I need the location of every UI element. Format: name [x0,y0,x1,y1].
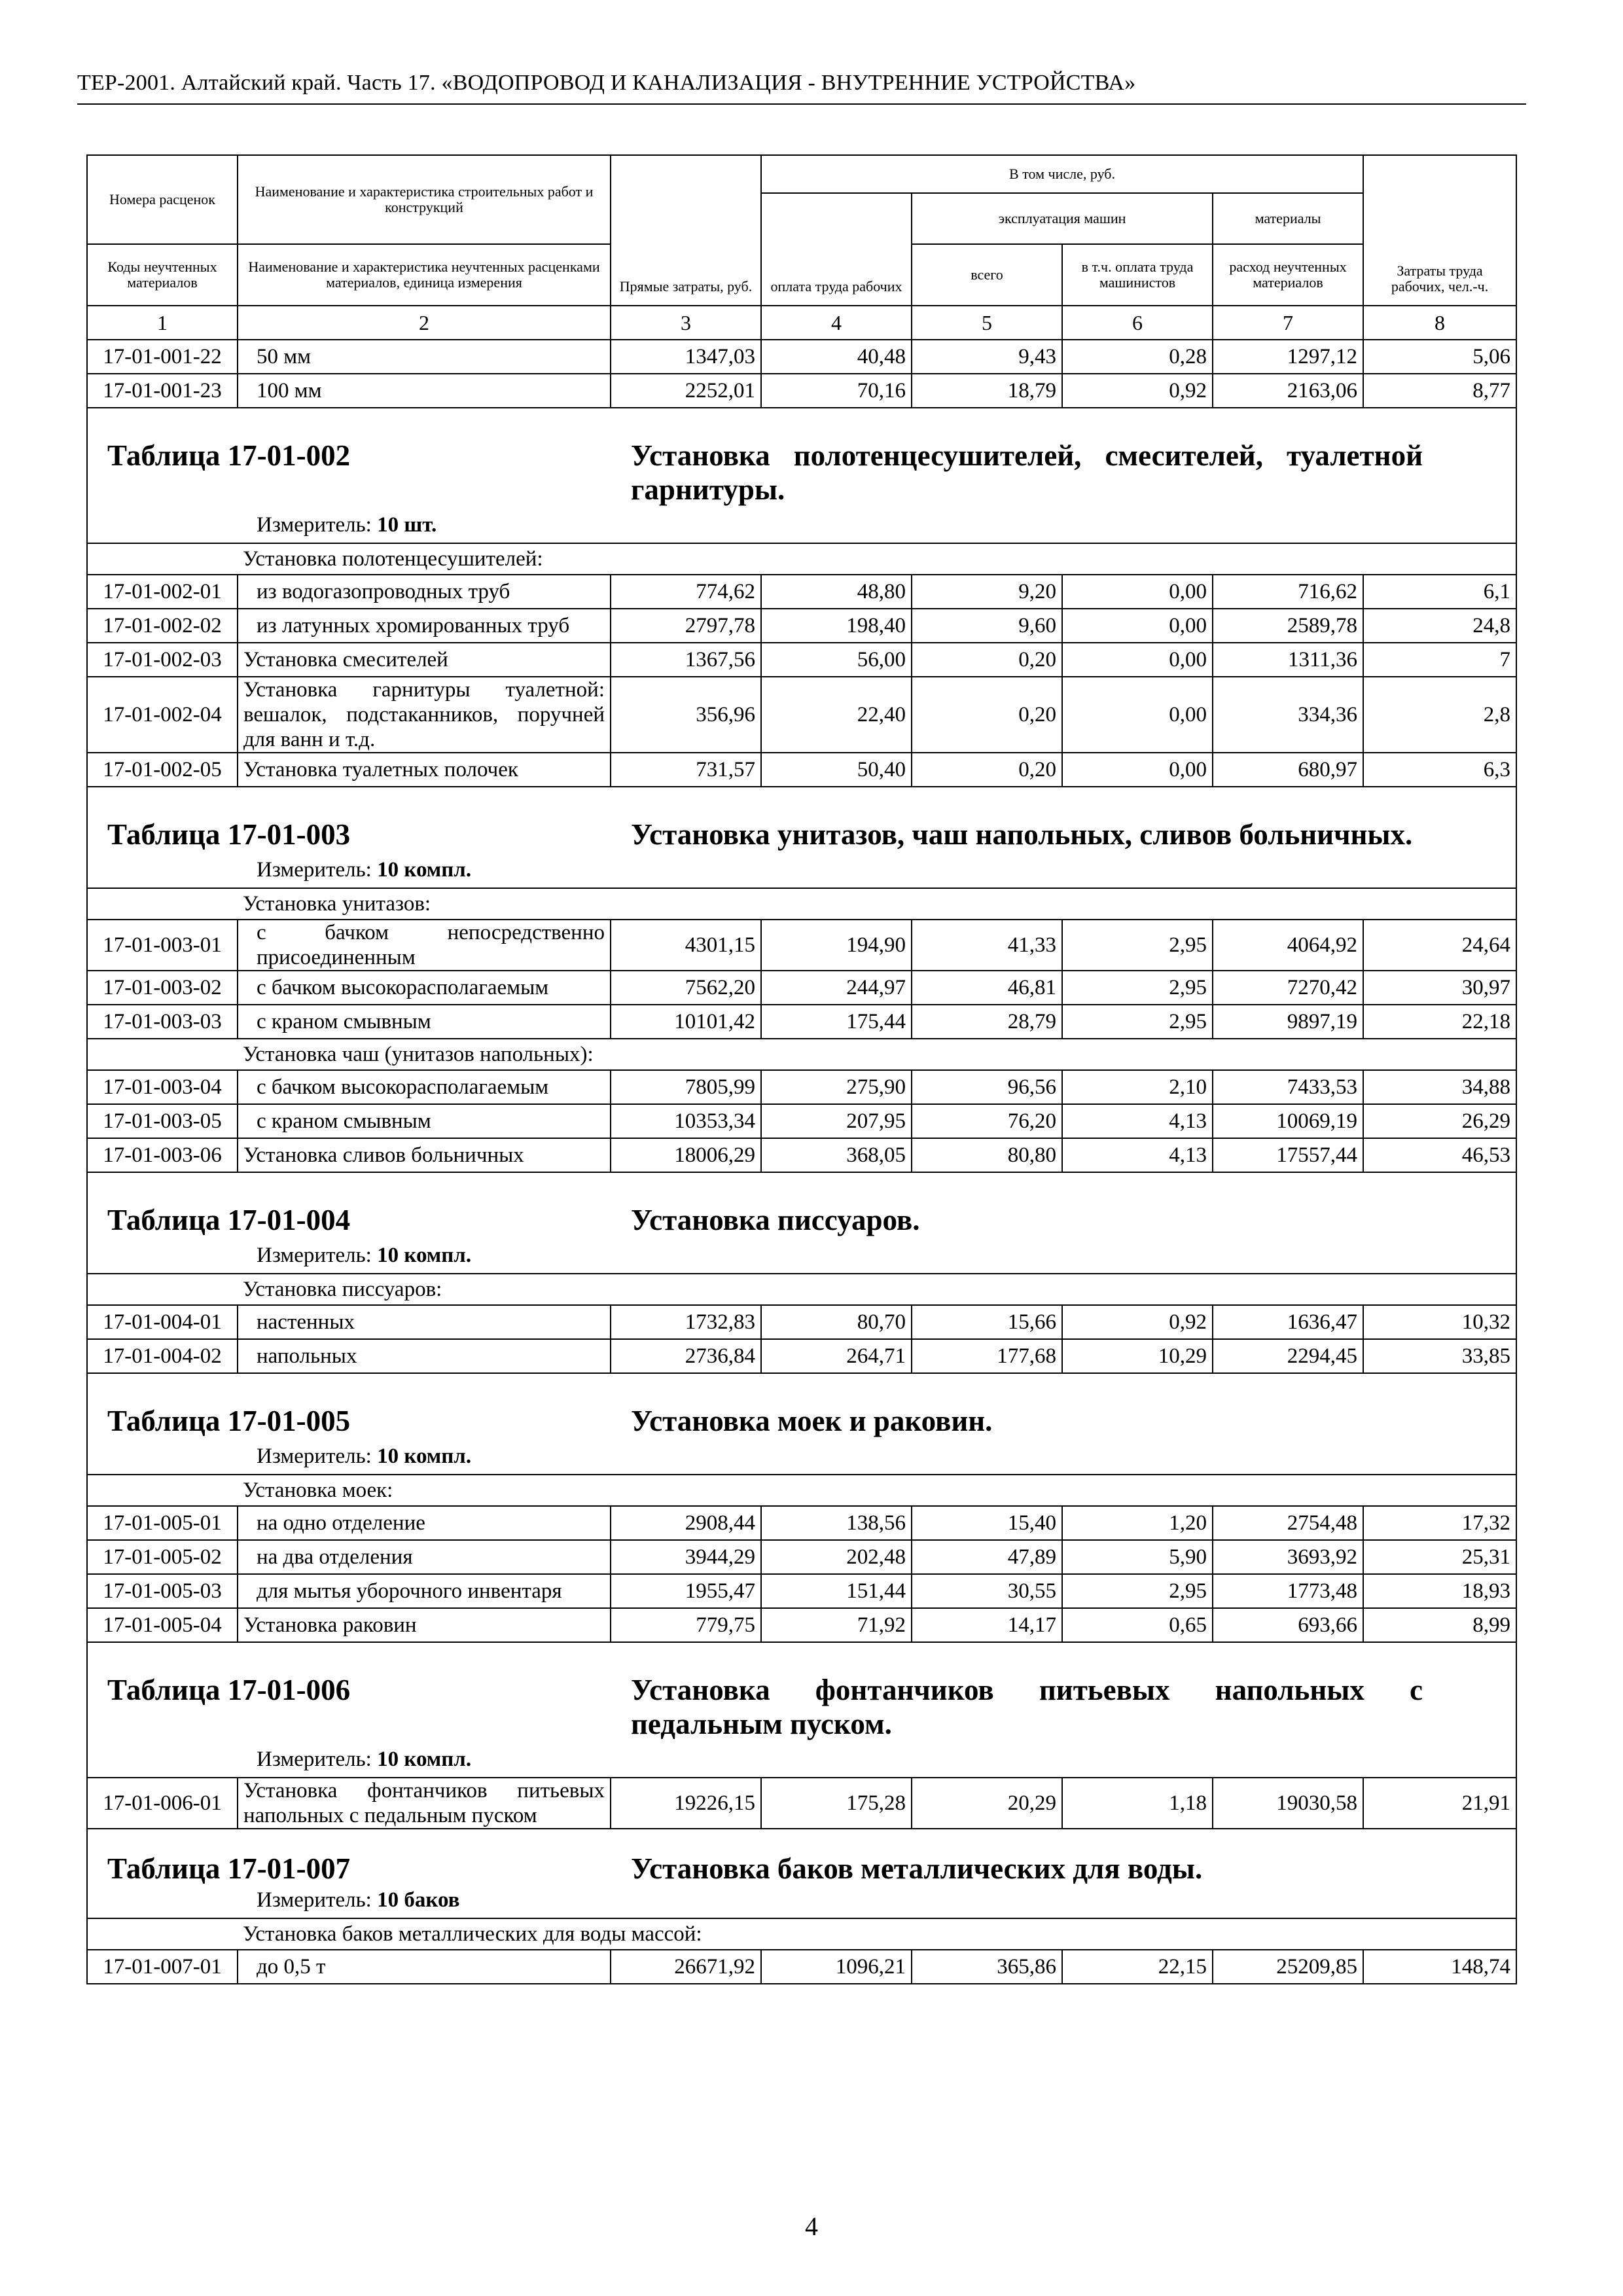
measure-value: 10 баков [377,1888,460,1912]
materials-cost-cell: 9897,19 [1213,1005,1363,1039]
table-name: Таблица 17-01-004 [107,1204,351,1236]
materials-cost-cell: 680,97 [1213,753,1363,787]
materials-cost-cell: 1636,47 [1213,1305,1363,1339]
col-number: 1 [87,306,238,340]
rate-code: 17-01-001-22 [87,340,238,374]
labor-hours-cell: 8,77 [1363,374,1516,408]
rate-code: 17-01-005-04 [87,1608,238,1642]
labor-hours-cell: 22,18 [1363,1005,1516,1039]
machine-total-cell: 9,20 [912,575,1062,609]
col-work-name: Наименование и характеристика строительных работ и конструкций [238,155,611,244]
materials-cost-cell: 2589,78 [1213,609,1363,643]
operator-pay-cell: 0,92 [1062,374,1213,408]
unit-label [88,1741,1516,1777]
work-name: для мытья уборочного инвентаря [238,1574,611,1608]
table-row [87,1506,1516,1540]
labor-hours-cell: 24,8 [1363,609,1516,643]
measure-label: Измеритель: [257,1444,372,1468]
machine-total-cell: 365,86 [912,1950,1062,1984]
materials-cost-cell: 2754,48 [1213,1506,1363,1540]
col-direct-costs: Прямые затраты, руб. [611,155,761,306]
table-title: Установка баков металлических для воды. [631,1852,1203,1885]
direct-costs-cell: 18006,29 [611,1138,761,1172]
work-name: настенных [238,1305,611,1339]
work-name: с краном смывным [238,1104,611,1138]
work-name: Установка смесителей [238,643,611,677]
direct-costs-cell: 10101,42 [611,1005,761,1039]
table-title-block [87,1373,1516,1475]
rate-code: 17-01-003-02 [87,971,238,1005]
labor-hours-cell: 6,3 [1363,753,1516,787]
section-label: Установка баков металлических для воды массой: [238,1918,1516,1950]
unit-label [88,852,1516,888]
operator-pay-cell: 2,95 [1062,920,1213,971]
measure-value: 10 компл. [377,1444,472,1468]
table-row [87,1540,1516,1574]
labor-hours-cell: 6,1 [1363,575,1516,609]
operator-pay-cell: 0,92 [1062,1305,1213,1339]
work-name: на два отделения [238,1540,611,1574]
labor-hours-cell: 10,32 [1363,1305,1516,1339]
rate-code: 17-01-003-01 [87,920,238,971]
section-row [87,1274,1516,1305]
direct-costs-cell: 4301,15 [611,920,761,971]
rate-code: 17-01-003-06 [87,1138,238,1172]
section-label: Установка моек: [238,1475,1516,1506]
measure-value: 10 компл. [377,858,472,882]
section-label: Установка писсуаров: [238,1274,1516,1305]
table-row [87,1104,1516,1138]
labor-pay-cell: 202,48 [761,1540,912,1574]
labor-hours-cell: 26,29 [1363,1104,1516,1138]
col-operator-pay: в т.ч. оплата труда машинистов [1062,244,1213,306]
machine-total-cell: 9,43 [912,340,1062,374]
col-materials: материалы [1213,193,1363,244]
rate-code: 17-01-001-23 [87,374,238,408]
operator-pay-cell: 2,95 [1062,971,1213,1005]
table-row [87,1574,1516,1608]
col-machine-ops: эксплуатация машин [912,193,1213,244]
labor-hours-cell: 25,31 [1363,1540,1516,1574]
work-name: из водогазопроводных труб [238,575,611,609]
machine-total-cell: 9,60 [912,609,1062,643]
labor-hours-cell: 33,85 [1363,1339,1516,1373]
table-row [87,1778,1516,1829]
table-row [87,374,1516,408]
labor-hours-cell: 17,32 [1363,1506,1516,1540]
unit-label [88,1237,1516,1273]
col-including: В том числе, руб. [761,155,1363,193]
labor-pay-cell: 275,90 [761,1070,912,1104]
operator-pay-cell: 0,28 [1062,340,1213,374]
machine-total-cell: 80,80 [912,1138,1062,1172]
work-name: напольных [238,1339,611,1373]
direct-costs-cell: 2797,78 [611,609,761,643]
materials-cost-cell: 17557,44 [1213,1138,1363,1172]
measure-label: Измеритель: [257,1888,372,1912]
rate-code: 17-01-002-03 [87,643,238,677]
table-name: Таблица 17-01-006 [107,1674,351,1706]
table-name: Таблица 17-01-005 [107,1405,351,1437]
materials-cost-cell: 693,66 [1213,1608,1363,1642]
measure-label: Измеритель: [257,1244,372,1267]
operator-pay-cell: 0,00 [1062,753,1213,787]
direct-costs-cell: 1367,56 [611,643,761,677]
direct-costs-cell: 779,75 [611,1608,761,1642]
machine-total-cell: 177,68 [912,1339,1062,1373]
materials-cost-cell: 1297,12 [1213,340,1363,374]
rate-code: 17-01-002-01 [87,575,238,609]
direct-costs-cell: 10353,34 [611,1104,761,1138]
rate-code: 17-01-004-01 [87,1305,238,1339]
labor-pay-cell: 48,80 [761,575,912,609]
work-name: 100 мм [238,374,611,408]
work-name: 50 мм [238,340,611,374]
operator-pay-cell: 0,65 [1062,1608,1213,1642]
materials-cost-cell: 2294,45 [1213,1339,1363,1373]
table-title: Установка полотенцесушителей, смесителей, туалетной гарнитуры. [631,439,1423,506]
rate-code: 17-01-003-04 [87,1070,238,1104]
table-title-block [87,408,1516,543]
table-row [87,1070,1516,1104]
work-name: с бачком высокорасполагаемым [238,1070,611,1104]
direct-costs-cell: 2252,01 [611,374,761,408]
rate-code: 17-01-005-03 [87,1574,238,1608]
operator-pay-cell: 4,13 [1062,1138,1213,1172]
labor-pay-cell: 56,00 [761,643,912,677]
labor-pay-cell: 368,05 [761,1138,912,1172]
table-title: Установка писсуаров. [631,1204,920,1236]
work-name: до 0,5 т [238,1950,611,1984]
section-label: Установка полотенцесушителей: [238,543,1516,575]
header-rule [77,103,1526,105]
rate-code: 17-01-005-01 [87,1506,238,1540]
work-name: из латунных хромированных труб [238,609,611,643]
machine-total-cell: 18,79 [912,374,1062,408]
table-title: Установка моек и раковин. [631,1405,993,1437]
section-label: Установка чаш (унитазов напольных): [238,1039,1516,1070]
table-row [87,920,1516,971]
unit-label [88,507,1516,543]
labor-hours-cell: 21,91 [1363,1778,1516,1829]
rate-code: 17-01-005-02 [87,1540,238,1574]
table-title-block [87,1829,1516,1918]
direct-costs-cell: 1955,47 [611,1574,761,1608]
materials-cost-cell: 2163,06 [1213,374,1363,408]
table-name: Таблица 17-01-003 [107,818,351,851]
measure-label: Измеритель: [257,1748,372,1771]
table-row [87,1339,1516,1373]
operator-pay-cell: 4,13 [1062,1104,1213,1138]
operator-pay-cell: 0,00 [1062,609,1213,643]
materials-cost-cell: 1311,36 [1213,643,1363,677]
table-row [87,609,1516,643]
operator-pay-cell: 0,00 [1062,677,1213,753]
machine-total-cell: 30,55 [912,1574,1062,1608]
direct-costs-cell: 356,96 [611,677,761,753]
labor-hours-cell: 30,97 [1363,971,1516,1005]
labor-pay-cell: 70,16 [761,374,912,408]
machine-total-cell: 96,56 [912,1070,1062,1104]
col-material-name: Наименование и характеристика неучтенных расценками материалов, единица измерения [238,244,611,306]
page-number: 4 [805,2212,818,2241]
labor-hours-cell: 8,99 [1363,1608,1516,1642]
operator-pay-cell: 0,00 [1062,575,1213,609]
col-number: 5 [912,306,1062,340]
measure-label: Измеритель: [257,858,372,882]
col-number: 8 [1363,306,1516,340]
rate-code: 17-01-003-05 [87,1104,238,1138]
labor-pay-cell: 264,71 [761,1339,912,1373]
col-number: 4 [761,306,912,340]
operator-pay-cell: 22,15 [1062,1950,1213,1984]
labor-hours-cell: 18,93 [1363,1574,1516,1608]
materials-cost-cell: 10069,19 [1213,1104,1363,1138]
labor-pay-cell: 175,44 [761,1005,912,1039]
machine-total-cell: 0,20 [912,753,1062,787]
operator-pay-cell: 1,18 [1062,1778,1213,1829]
work-name: с бачком высокорасполагаемым [238,971,611,1005]
work-name: с бачком непосредственно присоединенным [238,920,611,971]
direct-costs-cell: 19226,15 [611,1778,761,1829]
table-row [87,1005,1516,1039]
section-row [87,1039,1516,1070]
table-row [87,1950,1516,1984]
column-numbers-row [87,306,1516,340]
table-name: Таблица 17-01-007 [107,1852,351,1885]
table-row [87,971,1516,1005]
direct-costs-cell: 1347,03 [611,340,761,374]
operator-pay-cell: 1,20 [1062,1506,1213,1540]
section-row [87,1475,1516,1506]
machine-total-cell: 0,20 [912,643,1062,677]
work-name: Установка фонтанчиков питьевых напольных с педальным пуском [238,1778,611,1829]
table-row [87,677,1516,753]
labor-pay-cell: 22,40 [761,677,912,753]
direct-costs-cell: 2908,44 [611,1506,761,1540]
labor-hours-cell: 34,88 [1363,1070,1516,1104]
table-header [87,155,1516,340]
materials-cost-cell: 334,36 [1213,677,1363,753]
direct-costs-cell: 774,62 [611,575,761,609]
unit-label [88,1438,1516,1474]
labor-pay-cell: 40,48 [761,340,912,374]
direct-costs-cell: 2736,84 [611,1339,761,1373]
rate-code: 17-01-002-05 [87,753,238,787]
direct-costs-cell: 26671,92 [611,1950,761,1984]
work-name: Установка раковин [238,1608,611,1642]
col-labor-costs: Затраты труда рабочих, чел.-ч. [1363,155,1516,306]
materials-cost-cell: 4064,92 [1213,920,1363,971]
machine-total-cell: 28,79 [912,1005,1062,1039]
section-row [87,1918,1516,1950]
labor-pay-cell: 138,56 [761,1506,912,1540]
labor-pay-cell: 244,97 [761,971,912,1005]
table-row [87,1305,1516,1339]
unit-label [88,1886,1516,1918]
labor-pay-cell: 151,44 [761,1574,912,1608]
table-row [87,575,1516,609]
table-title-block [87,1172,1516,1274]
table-body [87,340,1516,1984]
machine-total-cell: 76,20 [912,1104,1062,1138]
table-row [87,340,1516,374]
measure-value: 10 компл. [377,1748,472,1771]
labor-hours-cell: 24,64 [1363,920,1516,971]
machine-total-cell: 41,33 [912,920,1062,971]
table-title-block [87,787,1516,888]
materials-cost-cell: 1773,48 [1213,1574,1363,1608]
rate-code: 17-01-002-02 [87,609,238,643]
materials-cost-cell: 7270,42 [1213,971,1363,1005]
materials-cost-cell: 716,62 [1213,575,1363,609]
rate-code: 17-01-006-01 [87,1778,238,1829]
col-number: 6 [1062,306,1213,340]
table-row [87,753,1516,787]
labor-hours-cell: 5,06 [1363,340,1516,374]
col-number: 3 [611,306,761,340]
machine-total-cell: 14,17 [912,1608,1062,1642]
rates-table [86,154,1517,1984]
labor-pay-cell: 80,70 [761,1305,912,1339]
section-row [87,888,1516,920]
materials-cost-cell: 25209,85 [1213,1950,1363,1984]
labor-hours-cell: 148,74 [1363,1950,1516,1984]
labor-hours-cell: 7 [1363,643,1516,677]
labor-pay-cell: 50,40 [761,753,912,787]
materials-cost-cell: 7433,53 [1213,1070,1363,1104]
col-material-codes: Коды неучтенных материалов [87,244,238,306]
col-number: 2 [238,306,611,340]
work-name: Установка сливов больничных [238,1138,611,1172]
operator-pay-cell: 10,29 [1062,1339,1213,1373]
table-title: Установка фонтанчиков питьевых напольных с педальным пуском. [631,1674,1423,1740]
work-name: Установка туалетных полочек [238,753,611,787]
table-title: Установка унитазов, чаш напольных, сливов больничных. [631,818,1413,851]
work-name: Установка гарнитуры туалетной: вешалок, подстаканников, поручней для ванн и т.д. [238,677,611,753]
labor-pay-cell: 1096,21 [761,1950,912,1984]
direct-costs-cell: 1732,83 [611,1305,761,1339]
materials-cost-cell: 19030,58 [1213,1778,1363,1829]
operator-pay-cell: 2,95 [1062,1005,1213,1039]
labor-hours-cell: 2,8 [1363,677,1516,753]
rate-code: 17-01-002-04 [87,677,238,753]
operator-pay-cell: 0,00 [1062,643,1213,677]
measure-value: 10 компл. [377,1244,472,1267]
operator-pay-cell: 5,90 [1062,1540,1213,1574]
direct-costs-cell: 3944,29 [611,1540,761,1574]
direct-costs-cell: 731,57 [611,753,761,787]
direct-costs-cell: 7562,20 [611,971,761,1005]
materials-cost-cell: 3693,92 [1213,1540,1363,1574]
page-header: ТЕР-2001. Алтайский край. Часть 17. «ВОДОПРОВОД И КАНАЛИЗАЦИЯ - ВНУТРЕННИЕ УСТРОЙСТВА» [77,71,1136,95]
col-material-use: расход неучтенных материалов [1213,244,1363,306]
table-row [87,1608,1516,1642]
direct-costs-cell: 7805,99 [611,1070,761,1104]
machine-total-cell: 15,66 [912,1305,1062,1339]
machine-total-cell: 46,81 [912,971,1062,1005]
labor-pay-cell: 71,92 [761,1608,912,1642]
rate-code: 17-01-004-02 [87,1339,238,1373]
section-label: Установка унитазов: [238,888,1516,920]
col-rate-numbers: Номера расценок [87,155,238,244]
table-title-block [87,1642,1516,1778]
work-name: на одно отделение [238,1506,611,1540]
rate-code: 17-01-003-03 [87,1005,238,1039]
operator-pay-cell: 2,95 [1062,1574,1213,1608]
machine-total-cell: 15,40 [912,1506,1062,1540]
labor-pay-cell: 198,40 [761,609,912,643]
labor-pay-cell: 175,28 [761,1778,912,1829]
machine-total-cell: 47,89 [912,1540,1062,1574]
machine-total-cell: 0,20 [912,677,1062,753]
col-total: всего [912,244,1062,306]
rate-code: 17-01-007-01 [87,1950,238,1984]
section-row [87,543,1516,575]
work-name: с краном смывным [238,1005,611,1039]
labor-pay-cell: 194,90 [761,920,912,971]
labor-pay-cell: 207,95 [761,1104,912,1138]
table-name: Таблица 17-01-002 [107,439,351,472]
col-labor-pay: оплата труда рабочих [761,193,912,306]
measure-label: Измеритель: [257,513,372,537]
table-row [87,1138,1516,1172]
col-number: 7 [1213,306,1363,340]
operator-pay-cell: 2,10 [1062,1070,1213,1104]
machine-total-cell: 20,29 [912,1778,1062,1829]
table-row [87,643,1516,677]
measure-value: 10 шт. [377,513,437,537]
labor-hours-cell: 46,53 [1363,1138,1516,1172]
